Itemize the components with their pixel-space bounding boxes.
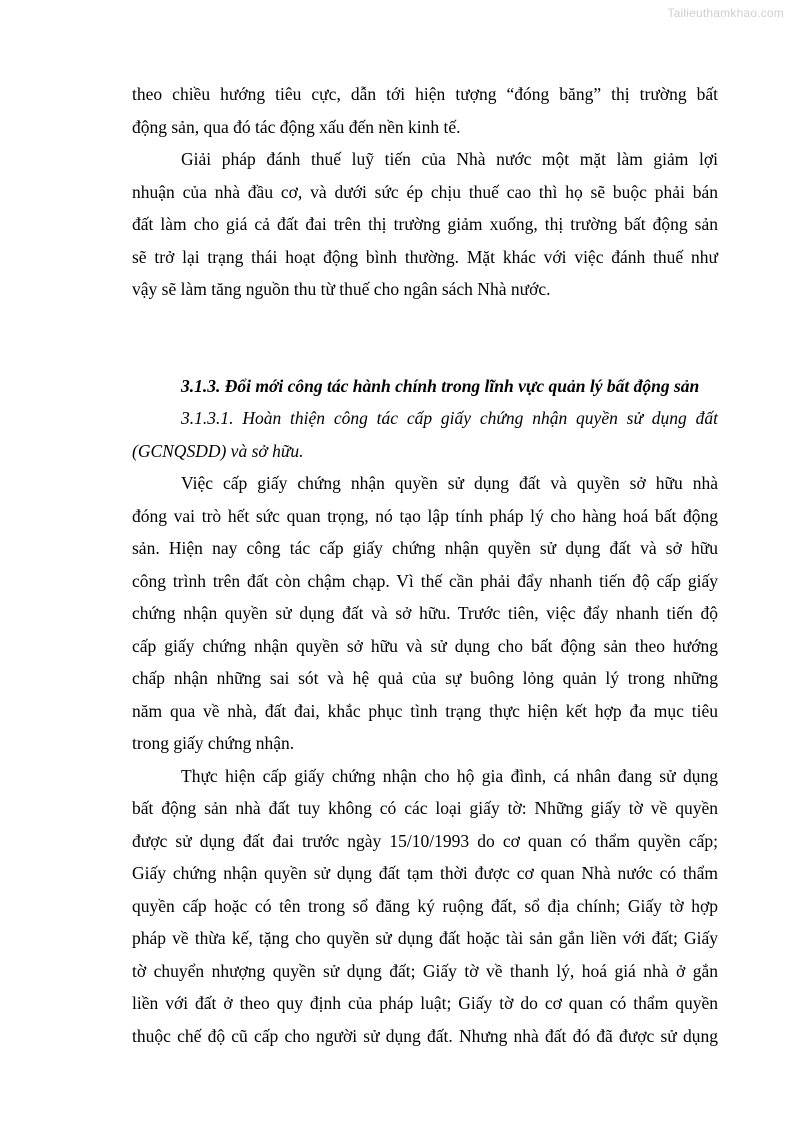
subsection-heading [132,402,718,467]
text-line: quyền cấp hoặc có tên trong sổ đăng ký ruộng đất, sổ địa chính; Giấy tờ hợp [132,895,718,916]
text-line: sản. Hiện nay công tác cấp giấy chứng nhận quyền sử dụng đất và sở hữu [132,538,718,558]
text-line: năm qua về nhà, đất đai, khắc phục tình trạng thực hiện kết hợp đa mục tiêu [132,700,718,721]
text-line: bất động sản nhà đất tuy không có các loại giấy tờ: Những giấy tờ về quyền [132,798,718,818]
text-line: tờ chuyển nhượng quyền sử dụng đất; Giấy tờ về thanh lý, hoá giá nhà ở gắn [132,960,718,981]
text-line: đóng vai trò hết sức quan trọng, nó tạo lập tính pháp lý cho hàng hoá bất động [132,505,718,526]
watermark: Tailieuthamkhao.com [667,6,784,20]
text-line: (GCNQSDD) và sở hữu. [132,440,304,461]
text-line: Việc cấp giấy chứng nhận quyền sử dụng đất và quyền sở hữu nhà [181,473,718,493]
text-line: sẽ trở lại trạng thái hoạt động bình thường. Mặt khác với việc đánh thuế như [132,246,718,267]
text-line: Giấy chứng nhận quyền sử dụng đất tạm thời được cơ quan Nhà nước có thẩm [132,863,718,883]
text-line: chứng nhận quyền sử dụng đất và sở hữu. Trước tiên, việc đẩy nhanh tiến độ [132,603,718,623]
text-line: 3.1.3.1. Hoàn thiện công tác cấp giấy chứng nhận quyền sử dụng đất [181,408,718,428]
text-line: Giải pháp đánh thuế luỹ tiến của Nhà nước một mặt làm giảm lợi [181,149,718,169]
paragraph [132,143,718,306]
text-line: chấp nhận những sai sót và hệ quả của sự buông lỏng quản lý trong những [132,668,718,688]
text-line: công trình trên đất còn chậm chạp. Vì thế cần phải đẩy nhanh tiến độ cấp giấy [132,570,718,591]
paragraph [132,467,718,760]
text-line: đất làm cho giá cả đất đai trên thị trường giảm xuống, thị trường bất động sản [132,214,718,234]
paragraph [132,78,718,143]
spacer [132,306,718,370]
text-line: nhuận của nhà đầu cơ, và dưới sức ép chịu thuế cao thì họ sẽ buộc phải bán [132,181,718,202]
text-line: cấp giấy chứng nhận quyền sở hữu và sử dụng cho bất động sản theo hướng [132,635,718,656]
text-line: thuộc chế độ cũ cấp cho người sử dụng đất. Nhưng nhà đất đó đã được sử dụng [132,1025,718,1046]
paragraph [132,760,718,1053]
text-line: được sử dụng đất đai trước ngày 15/10/1993 do cơ quan có thẩm quyền cấp; [132,830,718,851]
text-line: vậy sẽ làm tăng nguồn thu từ thuế cho ngân sách Nhà nước. [132,279,551,299]
text-line: Thực hiện cấp giấy chứng nhận cho hộ gia đình, cá nhân đang sử dụng [181,765,718,786]
section-heading: 3.1.3. Đổi mới công tác hành chính trong lĩnh vực quản lý bất động sản [181,375,700,396]
page-body [132,78,718,1052]
text-line: trong giấy chứng nhận. [132,733,295,753]
text-line: pháp về thừa kế, tặng cho quyền sử dụng đất hoặc tài sản gắn liền với đất; Giấy [132,928,718,948]
text-line: liền với đất ở theo quy định của pháp luật; Giấy tờ do cơ quan có thẩm quyền [132,993,718,1013]
text-line: theo chiều hướng tiêu cực, dẫn tới hiện tượng “đóng băng” thị trường bất [132,84,718,104]
text-line: động sản, qua đó tác động xấu đến nền kinh tế. [132,116,461,137]
